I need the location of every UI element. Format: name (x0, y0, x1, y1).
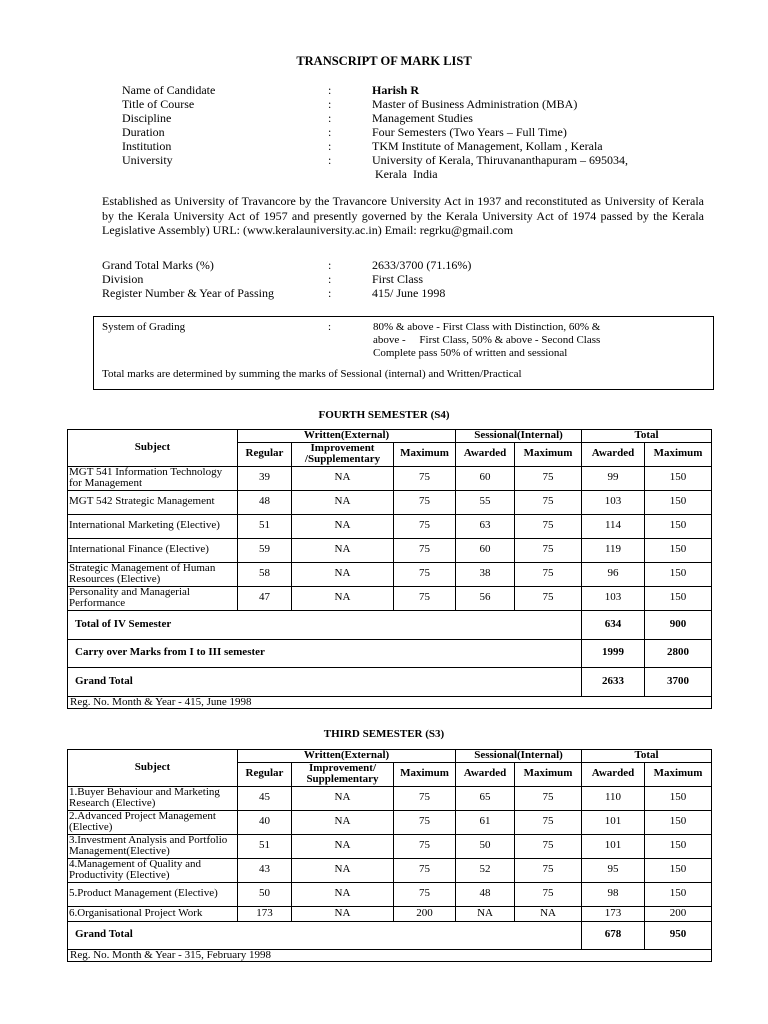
sessional-awarded-cell: 55 (456, 490, 515, 514)
col-header-awarded: Awarded (582, 442, 645, 466)
col-header-written: Written(External) (238, 750, 456, 763)
table-row (68, 538, 712, 562)
grading-separator: : (328, 321, 332, 333)
sessional-max-cell: 75 (515, 490, 582, 514)
subject-cell: MGT 541 Information Technology for Management (68, 466, 238, 490)
table-row (68, 906, 712, 921)
total-awarded-cell: 95 (582, 858, 645, 882)
col-header-awarded: Awarded (456, 762, 515, 786)
col-header-sessional: Sessional(Internal) (456, 750, 582, 763)
table-row (68, 810, 712, 834)
improvement-cell: NA (292, 882, 394, 906)
grading-label: System of Grading (102, 321, 186, 333)
info-value: First Class (372, 272, 424, 286)
improvement-cell: NA (292, 466, 394, 490)
col-header-written: Written(External) (238, 430, 456, 443)
sessional-awarded-cell: 38 (456, 562, 515, 586)
subject-cell: Strategic Management of Human Resources (Elective) (68, 562, 238, 586)
total-row (68, 639, 712, 667)
reg-number-note: Reg. No. Month & Year - 415, June 1998 (68, 696, 712, 709)
total-awarded: 2633 (582, 667, 645, 696)
total-awarded-cell: 110 (582, 786, 645, 810)
total-awarded-cell: 103 (582, 490, 645, 514)
university-description: Established as University of Travancore by the Travancore University Act in 1937 and reconstituted as University of Kerala by the Kerala University Act of 1957 and presently governed by the Kerala University Act of 1974 passed by the Kerala Legislative Assembly) URL: (www.keralauniversity.ac.in) Email: regrku@gmail.com (102, 194, 704, 238)
col-header-maximum: Maximum (645, 442, 712, 466)
sessional-awarded-cell: 65 (456, 786, 515, 810)
sessional-max-cell: NA (515, 906, 582, 921)
sessional-max-cell: 75 (515, 834, 582, 858)
subject-cell: 2.Advanced Project Management (Elective) (68, 810, 238, 834)
col-header-maximum: Maximum (394, 762, 456, 786)
info-separator: : (328, 272, 332, 286)
written-max-cell: 75 (394, 490, 456, 514)
table-row (68, 882, 712, 906)
info-separator: : (328, 125, 332, 139)
info-value: Four Semesters (Two Years – Full Time) (372, 125, 567, 139)
col-header-improvement: Improvement /Supplementary (292, 442, 394, 466)
reg-number-note: Reg. No. Month & Year - 315, February 1998 (68, 949, 712, 962)
sessional-awarded-cell: 56 (456, 586, 515, 610)
col-header-total: Total (582, 750, 712, 763)
table-row (68, 562, 712, 586)
col-header-maximum: Maximum (394, 442, 456, 466)
info-label: Register Number & Year of Passing (102, 286, 274, 300)
table-row (68, 858, 712, 882)
total-awarded: 1999 (582, 639, 645, 667)
info-value: TKM Institute of Management, Kollam , Kerala (372, 139, 603, 153)
improvement-cell: NA (292, 538, 394, 562)
total-awarded-cell: 173 (582, 906, 645, 921)
table-row (68, 834, 712, 858)
subject-cell: Personality and Managerial Performance (68, 586, 238, 610)
sessional-awarded-cell: 61 (456, 810, 515, 834)
total-awarded-cell: 119 (582, 538, 645, 562)
info-value: Kerala India (372, 167, 438, 181)
total-row (68, 610, 712, 639)
info-label: Name of Candidate (122, 83, 216, 97)
total-maximum: 950 (645, 921, 712, 949)
subject-cell: MGT 542 Strategic Management (68, 490, 238, 514)
grading-line: above - First Class, 50% & above - Second Class (373, 334, 601, 346)
total-max-cell: 150 (645, 786, 712, 810)
col-header-improvement: Improvement/ Supplementary (292, 762, 394, 786)
sessional-awarded-cell: 52 (456, 858, 515, 882)
info-separator: : (328, 97, 332, 111)
total-label: Total of IV Semester (68, 610, 582, 639)
col-header-maximum: Maximum (645, 762, 712, 786)
total-awarded-cell: 101 (582, 810, 645, 834)
regular-cell: 50 (238, 882, 292, 906)
total-max-cell: 150 (645, 490, 712, 514)
written-max-cell: 75 (394, 882, 456, 906)
info-label: Duration (122, 125, 165, 139)
total-label: Grand Total (68, 921, 582, 949)
total-awarded-cell: 99 (582, 466, 645, 490)
regular-cell: 40 (238, 810, 292, 834)
written-max-cell: 75 (394, 834, 456, 858)
improvement-cell: NA (292, 858, 394, 882)
written-max-cell: 75 (394, 858, 456, 882)
col-header-maximum: Maximum (515, 442, 582, 466)
sessional-awarded-cell: 63 (456, 514, 515, 538)
sessional-max-cell: 75 (515, 786, 582, 810)
grading-note: Total marks are determined by summing the marks of Sessional (internal) and Written/Practical (102, 368, 522, 380)
regular-cell: 43 (238, 858, 292, 882)
subject-cell: 1.Buyer Behaviour and Marketing Research (Elective) (68, 786, 238, 810)
total-max-cell: 150 (645, 538, 712, 562)
written-max-cell: 75 (394, 810, 456, 834)
improvement-cell: NA (292, 786, 394, 810)
s4-table (67, 429, 712, 709)
table-row (68, 466, 712, 490)
sessional-max-cell: 75 (515, 882, 582, 906)
written-max-cell: 200 (394, 906, 456, 921)
info-value: Management Studies (372, 111, 473, 125)
info-label: Institution (122, 139, 172, 153)
total-max-cell: 150 (645, 810, 712, 834)
total-label: Carry over Marks from I to III semester (68, 639, 582, 667)
info-separator: : (328, 286, 332, 300)
regular-cell: 47 (238, 586, 292, 610)
total-max-cell: 150 (645, 466, 712, 490)
improvement-cell: NA (292, 562, 394, 586)
sessional-max-cell: 75 (515, 538, 582, 562)
total-maximum: 2800 (645, 639, 712, 667)
col-header-maximum: Maximum (515, 762, 582, 786)
subject-cell: 5.Product Management (Elective) (68, 882, 238, 906)
table-row (68, 786, 712, 810)
sessional-max-cell: 75 (515, 514, 582, 538)
reg-row (68, 696, 712, 709)
sessional-awarded-cell: 48 (456, 882, 515, 906)
regular-cell: 51 (238, 514, 292, 538)
grading-rules (373, 321, 673, 360)
grading-line: Complete pass 50% of written and sessional (373, 347, 568, 359)
total-maximum: 3700 (645, 667, 712, 696)
col-header-regular: Regular (238, 442, 292, 466)
info-separator: : (328, 153, 332, 167)
regular-cell: 58 (238, 562, 292, 586)
written-max-cell: 75 (394, 514, 456, 538)
col-header-awarded: Awarded (456, 442, 515, 466)
total-label: Grand Total (68, 667, 582, 696)
total-row (68, 921, 712, 949)
subject-cell: International Finance (Elective) (68, 538, 238, 562)
info-label: Division (102, 272, 144, 286)
total-awarded: 634 (582, 610, 645, 639)
regular-cell: 51 (238, 834, 292, 858)
written-max-cell: 75 (394, 466, 456, 490)
info-label: University (122, 153, 173, 167)
info-separator: : (328, 111, 332, 125)
total-awarded: 678 (582, 921, 645, 949)
info-separator: : (328, 139, 332, 153)
written-max-cell: 75 (394, 562, 456, 586)
info-separator: : (328, 258, 332, 272)
total-max-cell: 150 (645, 562, 712, 586)
sessional-awarded-cell: 50 (456, 834, 515, 858)
grading-system-box (93, 316, 714, 390)
total-max-cell: 150 (645, 834, 712, 858)
regular-cell: 48 (238, 490, 292, 514)
subject-cell: International Marketing (Elective) (68, 514, 238, 538)
col-header-subject: Subject (68, 430, 238, 467)
info-label: Grand Total Marks (%) (102, 258, 214, 272)
improvement-cell: NA (292, 586, 394, 610)
subject-cell: 3.Investment Analysis and Portfolio Management(Elective) (68, 834, 238, 858)
sessional-max-cell: 75 (515, 810, 582, 834)
info-value: University of Kerala, Thiruvananthapuram – 695034, (372, 153, 629, 167)
regular-cell: 173 (238, 906, 292, 921)
regular-cell: 45 (238, 786, 292, 810)
total-row (68, 667, 712, 696)
candidate-name: Harish R (372, 83, 420, 97)
improvement-cell: NA (292, 834, 394, 858)
sessional-max-cell: 75 (515, 466, 582, 490)
total-max-cell: 150 (645, 514, 712, 538)
total-maximum: 900 (645, 610, 712, 639)
written-max-cell: 75 (394, 786, 456, 810)
table-row (68, 586, 712, 610)
regular-cell: 59 (238, 538, 292, 562)
total-max-cell: 150 (645, 858, 712, 882)
col-header-awarded: Awarded (582, 762, 645, 786)
table-row (68, 514, 712, 538)
subject-cell: 4.Management of Quality and Productivity (Elective) (68, 858, 238, 882)
col-header-sessional: Sessional(Internal) (456, 430, 582, 443)
subject-cell: 6.Organisational Project Work (68, 906, 238, 921)
total-max-cell: 150 (645, 882, 712, 906)
written-max-cell: 75 (394, 538, 456, 562)
total-awarded-cell: 103 (582, 586, 645, 610)
info-separator: : (328, 83, 332, 97)
col-header-subject: Subject (68, 750, 238, 787)
improvement-cell: NA (292, 810, 394, 834)
total-awarded-cell: 114 (582, 514, 645, 538)
total-awarded-cell: 96 (582, 562, 645, 586)
sessional-awarded-cell: 60 (456, 538, 515, 562)
total-awarded-cell: 101 (582, 834, 645, 858)
total-max-cell: 200 (645, 906, 712, 921)
sessional-max-cell: 75 (515, 858, 582, 882)
info-value: 415/ June 1998 (372, 286, 446, 300)
reg-row (68, 949, 712, 962)
col-header-regular: Regular (238, 762, 292, 786)
grading-line: 80% & above - First Class with Distinction, 60% & (373, 321, 601, 333)
info-value: Master of Business Administration (MBA) (372, 97, 578, 111)
sessional-max-cell: 75 (515, 586, 582, 610)
info-label: Discipline (122, 111, 172, 125)
table-row (68, 490, 712, 514)
col-header-total: Total (582, 430, 712, 443)
sessional-awarded-cell: 60 (456, 466, 515, 490)
info-label: Title of Course (122, 97, 195, 111)
document-title: TRANSCRIPT OF MARK LIST (296, 54, 472, 68)
total-awarded-cell: 98 (582, 882, 645, 906)
total-max-cell: 150 (645, 586, 712, 610)
s4-title: FOURTH SEMESTER (S4) (318, 409, 450, 421)
improvement-cell: NA (292, 514, 394, 538)
s3-title: THIRD SEMESTER (S3) (323, 728, 445, 740)
s3-table (67, 749, 712, 962)
improvement-cell: NA (292, 906, 394, 921)
regular-cell: 39 (238, 466, 292, 490)
sessional-max-cell: 75 (515, 562, 582, 586)
written-max-cell: 75 (394, 586, 456, 610)
improvement-cell: NA (292, 490, 394, 514)
sessional-awarded-cell: NA (456, 906, 515, 921)
info-value: 2633/3700 (71.16%) (372, 258, 472, 272)
